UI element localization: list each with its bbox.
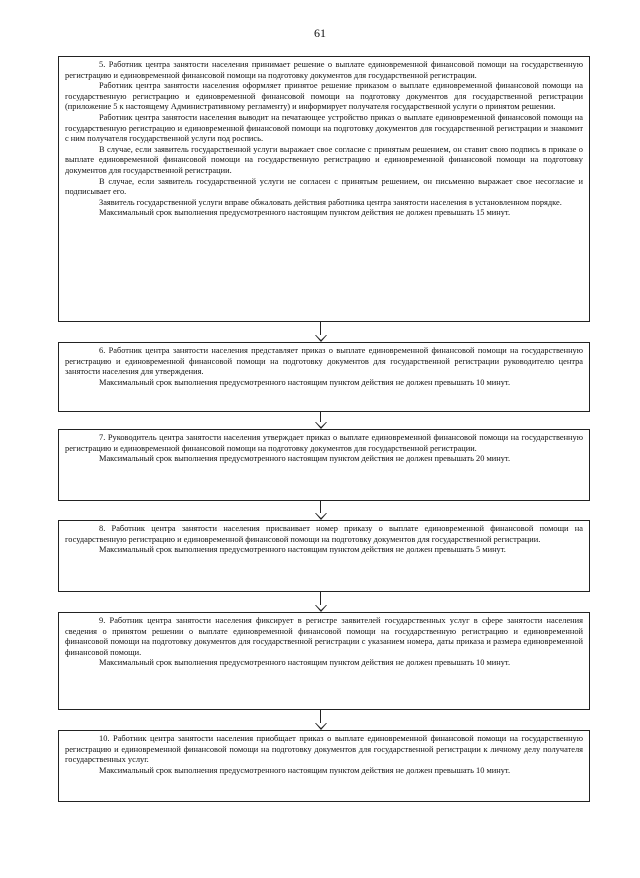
step-10-paragraph-1: 10. Работник центра занятости населения приобщает приказ о выплате единовременной финансовой помощи на государственную регистрацию и единовременной финансовой помощи на подготовку документов для государственной регистрации к личному делу получателя государственных услуг.	[65, 734, 583, 765]
step-7-paragraph-2: Максимальный срок выполнения предусмотренного настоящим пунктом действия не должен превышать 20 минут.	[99, 454, 511, 464]
step-5-paragraph-7: Максимальный срок выполнения предусмотренного настоящим пунктом действия не должен превышать 15 минут.	[99, 208, 511, 218]
arrow-down-icon	[315, 501, 327, 520]
flowchart-step-5	[58, 56, 590, 322]
step-8-paragraph-1: 8. Работник центра занятости населения присваивает номер приказу о выплате единовременной финансовой помощи на государственную регистрацию и единовременной финансовой помощи на подготовку документов для государственной регистрации.	[65, 524, 583, 544]
flowchart-step-7	[58, 429, 590, 501]
flowchart-step-6	[58, 342, 590, 412]
step-5-paragraph-2: Работник центра занятости населения оформляет принятое решение приказом о выплате единовременной финансовой помощи на государственную регистрацию и единовременной финансовой помощи на подготовку документов для государственной регистрации (приложение 5 к настоящему Административному регламенту) и информирует получателя государственной услуги о принятом решении.	[65, 81, 583, 112]
step-5-paragraph-4: В случае, если заявитель государственной услуги выражает свое согласие с принятым решением, он ставит свою подпись в приказе о выплате единовременной финансовой помощи на государственную регистрацию и единовременной финансовой помощи на подготовку документов для государственной регистрации.	[65, 144, 583, 175]
flowchart-step-10	[58, 730, 590, 802]
step-8-paragraph-2: Максимальный срок выполнения предусмотренного настоящим пунктом действия не должен превышать 5 минут.	[99, 545, 506, 555]
step-5-paragraph-1: 5. Работник центра занятости населения принимает решение о выплате единовременной финансовой помощи на государственную регистрацию и единовременной финансовой помощи на подготовку документов для государственной регистрации.	[65, 60, 583, 80]
step-5-paragraph-5: В случае, если заявитель государственной услуги не согласен с принятым решением, он письменно выражает свое несогласие и подписывает его.	[65, 176, 583, 197]
arrow-down-icon	[315, 322, 327, 342]
arrow-down-icon	[315, 710, 327, 730]
step-6-paragraph-2: Максимальный срок выполнения предусмотренного настоящим пунктом действия не должен превышать 10 минут.	[99, 377, 511, 387]
step-5-paragraph-6: Заявитель государственной услуги вправе обжаловать действия работника центра занятости населения в установленном порядке.	[99, 197, 562, 207]
flowchart-step-9	[58, 612, 590, 710]
step-5-paragraph-3: Работник центра занятости населения выводит на печатающее устройство приказ о выплате единовременной финансовой помощи на государственную регистрацию и единовременной финансовой помощи на подготовку документов для государственной регистрации и знакомит с ним получателя государственной услуги под роспись.	[65, 112, 583, 144]
flowchart-step-8	[58, 520, 590, 592]
arrow-down-icon	[315, 592, 327, 612]
arrow-down-icon	[315, 412, 327, 429]
page-number: 61	[314, 26, 326, 40]
step-10-paragraph-2: Максимальный срок выполнения предусмотренного настоящим пунктом действия не должен превышать 10 минут.	[99, 765, 511, 775]
step-9-paragraph-1: 9. Работник центра занятости населения фиксирует в регистре заявителей государственных услуг в сфере занятости населения сведения о принятом решении о выплате единовременной финансовой помощи на государственную регистрацию и единовременной финансовой помощи на подготовку документов для государственной регистрации с указанием номера, даты приказа и размера единовременной финансовой помощи.	[65, 616, 583, 657]
step-9-paragraph-2: Максимальный срок выполнения предусмотренного настоящим пунктом действия не должен превышать 10 минут.	[99, 658, 511, 668]
step-7-paragraph-1: 7. Руководитель центра занятости населения утверждает приказ о выплате единовременной финансовой помощи на государственную регистрацию и единовременной финансовой помощи на подготовку документов для государственной регистрации.	[65, 433, 583, 453]
step-6-paragraph-1: 6. Работник центра занятости населения представляет приказ о выплате единовременной финансовой помощи на государственную регистрацию и единовременной финансовой помощи на подготовку документов для государственной регистрации руководителю центра занятости населения для утверждения.	[65, 346, 583, 377]
